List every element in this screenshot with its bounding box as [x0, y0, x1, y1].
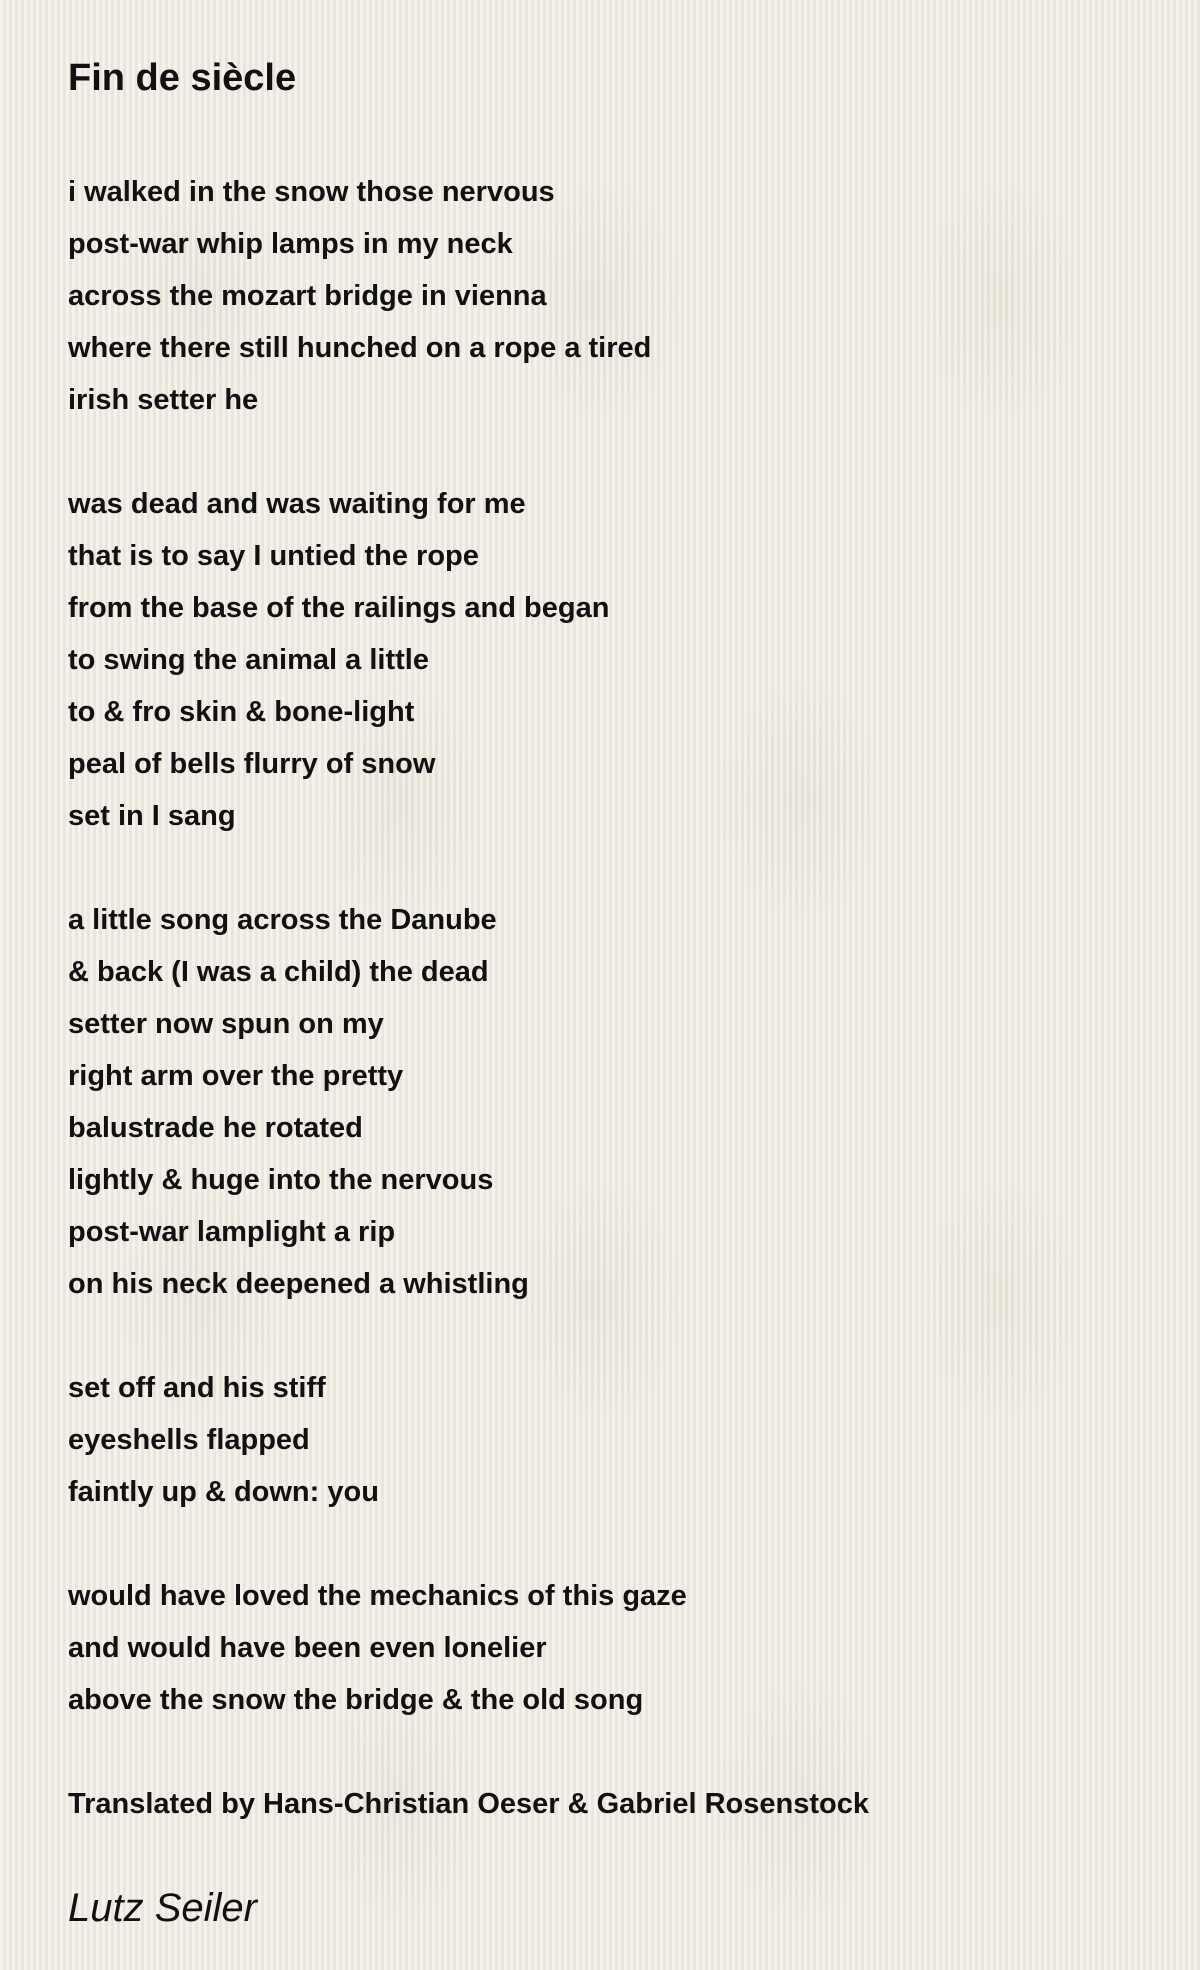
poem-line: right arm over the pretty [68, 1060, 404, 1092]
poem-line: set off and his stiff [68, 1372, 326, 1404]
poem-line: to swing the animal a little [68, 644, 429, 676]
stanza-5 [68, 1570, 1148, 1726]
poem-line: lightly & huge into the nervous [68, 1164, 494, 1196]
translation-credit: Translated by Hans-Christian Oeser & Gabriel Rosenstock [68, 1788, 869, 1820]
poem-line: post-war whip lamps in my neck [68, 228, 513, 260]
poem-line: irish setter he [68, 384, 259, 416]
poem-line: peal of bells flurry of snow [68, 748, 436, 780]
poem-line: balustrade he rotated [68, 1112, 363, 1144]
stanza-4 [68, 1362, 1148, 1518]
stanza-3 [68, 894, 1148, 1310]
stanza-2 [68, 478, 1148, 842]
poem-line: where there still hunched on a rope a tired [68, 332, 652, 364]
poem-line: and would have been even lonelier [68, 1632, 547, 1664]
poem-line: that is to say I untied the rope [68, 540, 479, 572]
poem-line: post-war lamplight a rip [68, 1216, 396, 1248]
poem-line: to & fro skin & bone-light [68, 696, 415, 728]
poem-card [68, 48, 1148, 1936]
poem-line: a little song across the Danube [68, 904, 497, 936]
poem-line: eyeshells flapped [68, 1424, 310, 1456]
poem-line: on his neck deepened a whistling [68, 1268, 529, 1300]
poem-line: & back (I was a child) the dead [68, 956, 489, 988]
poem-line: set in I sang [68, 800, 236, 832]
poem-line: across the mozart bridge in vienna [68, 280, 547, 312]
poem-author: Lutz Seiler [68, 1886, 257, 1930]
poem-body [68, 166, 1148, 1830]
poem-line: from the base of the railings and began [68, 592, 610, 624]
stanza-1 [68, 166, 1148, 426]
poem-title: Fin de siècle [68, 57, 297, 99]
poem-line: faintly up & down: you [68, 1476, 379, 1508]
poem-line: would have loved the mechanics of this gaze [68, 1580, 687, 1612]
poem-line: i walked in the snow those nervous [68, 176, 555, 208]
poem-line: was dead and was waiting for me [68, 488, 526, 520]
poem-line: setter now spun on my [68, 1008, 384, 1040]
poem-line: above the snow the bridge & the old song [68, 1684, 644, 1716]
